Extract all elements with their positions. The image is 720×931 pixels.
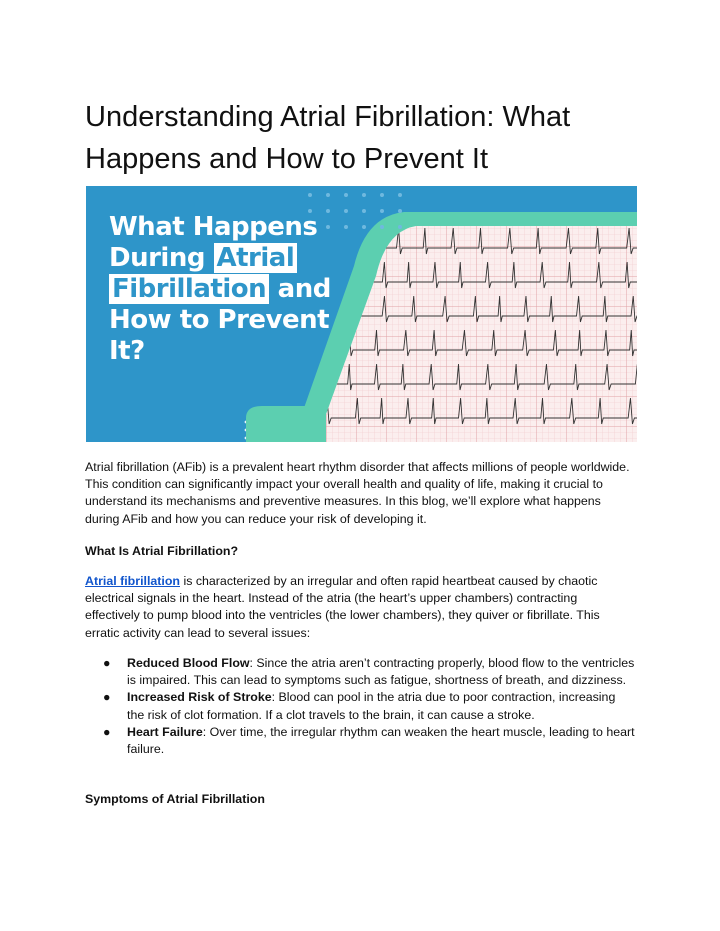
intro-paragraph: Atrial fibrillation (AFib) is a prevalent heart rhythm disorder that affects millions of people worldwide. This condition can significantly impact your overall health and quality of life, making it crucial to understand its mechanisms and preventive measures. In this blog, we’ll explore what happens during AFib and how you can reduce your risk of developing it. bbox=[85, 460, 630, 526]
banner-heading bbox=[109, 212, 409, 367]
decorative-dot bbox=[398, 193, 402, 197]
decorative-dot bbox=[344, 193, 348, 197]
section-heading-what-is-afib: What Is Atrial Fibrillation? bbox=[85, 544, 239, 558]
list-item-text: : Since the atria aren’t contracting properly, blood flow to the ventricles is impaired. This can lead to symptoms such as fatigue, shortness of breath, and dizziness. bbox=[127, 656, 635, 688]
atrial-fibrillation-link[interactable]: Atrial fibrillation bbox=[85, 574, 180, 588]
banner-heading-line-3 bbox=[109, 274, 409, 305]
list-item-term: Heart Failure bbox=[127, 724, 203, 739]
definition-text: is characterized by an irregular and often rapid heartbeat caused by chaotic electrical signals in the heart. Instead of the atria (the heart’s upper chambers) contracting effectively to pump blood into the ventricles (the lower chambers), they quiver or fibrillate. This erratic activity can lead to several issues: bbox=[85, 574, 600, 640]
list-item-term: Increased Risk of Stroke bbox=[127, 690, 272, 705]
decorative-dot bbox=[362, 193, 366, 197]
list-item bbox=[85, 689, 635, 723]
banner-heading-line-5: It? bbox=[109, 336, 145, 366]
decorative-dot bbox=[326, 193, 330, 197]
decorative-dot bbox=[380, 193, 384, 197]
bullet-icon: ● bbox=[103, 656, 111, 670]
banner-heading-line-2a: During bbox=[109, 243, 214, 273]
banner-heading-line-4: How to Prevent bbox=[109, 305, 330, 335]
article-banner-image bbox=[86, 186, 637, 442]
list-item bbox=[85, 724, 635, 758]
list-item-text: : Blood can pool in the atria due to poor contraction, increasing the risk of clot formation. If a clot travels to the brain, it can cause a stroke. bbox=[127, 690, 616, 722]
section-heading-symptoms: Symptoms of Atrial Fibrillation bbox=[85, 792, 265, 806]
banner-heading-line-3b: and bbox=[269, 274, 331, 304]
list-item bbox=[85, 655, 635, 689]
list-item-text: : Over time, the irregular rhythm can weaken the heart muscle, leading to heart failure. bbox=[127, 724, 635, 757]
banner-highlight-atrial: Atrial bbox=[214, 243, 298, 273]
bullet-icon: ● bbox=[103, 690, 111, 705]
definition-paragraph bbox=[85, 573, 635, 642]
list-item-term: Reduced Blood Flow bbox=[127, 656, 250, 670]
decorative-dot bbox=[308, 193, 312, 197]
page-title: Understanding Atrial Fibrillation: What Happens and How to Prevent It bbox=[85, 101, 571, 175]
banner-highlight-fibrillation: Fibrillation bbox=[109, 274, 269, 304]
banner-heading-line-1: What Happens bbox=[109, 212, 318, 242]
bullet-icon: ● bbox=[103, 724, 111, 739]
effects-list bbox=[85, 655, 635, 758]
banner-heading-line-2 bbox=[109, 243, 409, 274]
